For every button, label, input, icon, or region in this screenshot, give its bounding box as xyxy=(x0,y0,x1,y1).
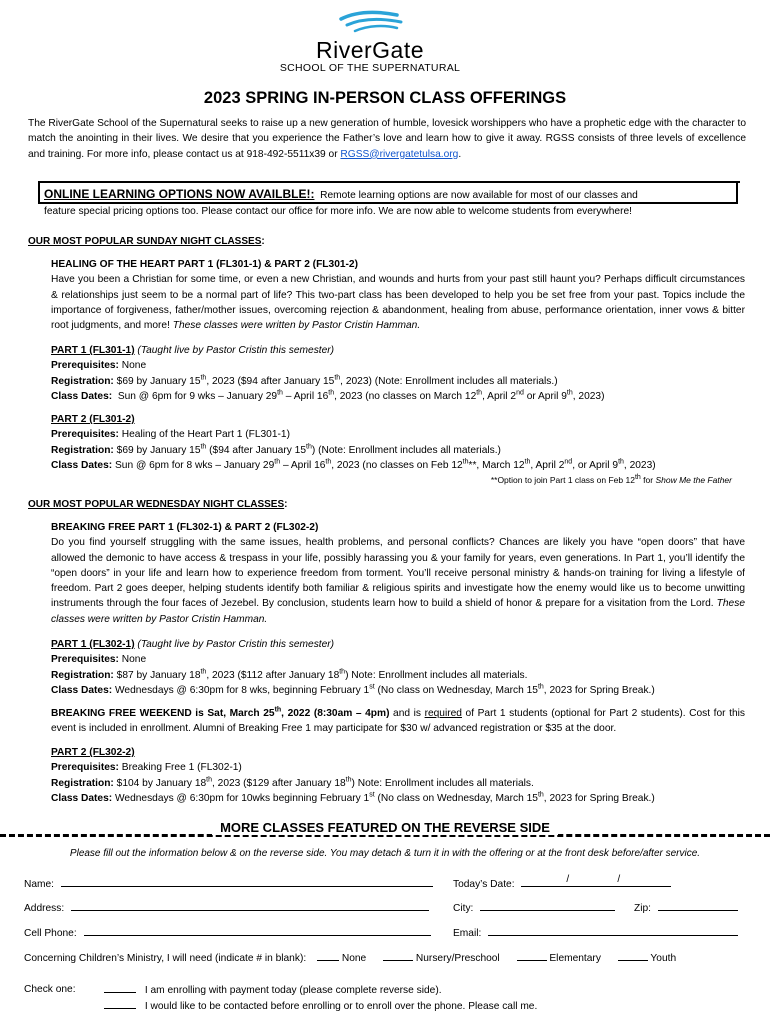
prereq-value: Breaking Free 1 (FL302-1) xyxy=(118,762,242,774)
form-option-1 xyxy=(104,982,442,998)
more-classes-banner xyxy=(0,818,770,838)
wednesday-heading-text: OUR MOST POPULAR WEDNESDAY NIGHT CLASSES xyxy=(28,499,285,510)
wednesday-part2-dates xyxy=(51,791,745,806)
online-text-1: Remote learning options are now available for most of our classes and xyxy=(320,190,638,201)
wednesday-heading xyxy=(28,497,287,512)
registration-value: $87 by January 18th, 2023 ($112 after January 18th) Note: Enrollment includes all materials. xyxy=(113,668,528,681)
wednesday-course-description xyxy=(51,535,745,627)
online-learning-box xyxy=(38,181,740,220)
registration-label: Registration: xyxy=(51,669,114,681)
cell-label: Cell Phone: xyxy=(24,928,77,939)
name-label: Name: xyxy=(24,879,55,890)
form-row-date xyxy=(453,873,671,892)
cell-phone-field[interactable] xyxy=(84,925,431,936)
class-dates-label: Class Dates: xyxy=(51,684,113,696)
form-instructions: Please fill out the information below & on the reverse side. You may detach & turn it in with the offering or at the front desk before/after service. xyxy=(69,848,701,859)
intro-end: . xyxy=(458,148,462,160)
page-title: 2023 SPRING IN-PERSON CLASS OFFERINGS xyxy=(203,89,567,107)
form-row-email xyxy=(453,925,738,941)
weekend-required: required xyxy=(424,708,462,719)
prereq-label: Prerequisites: xyxy=(51,360,119,372)
sunday-description-author: These classes were written by Pastor Cristin Hamman. xyxy=(172,320,421,332)
date-field[interactable]: / / xyxy=(521,876,671,887)
contact-email-link[interactable]: RGSS@rivergatetulsa.org xyxy=(340,148,459,160)
zip-label: Zip: xyxy=(634,903,651,914)
sunday-part2-prereq xyxy=(51,427,745,442)
wednesday-description-text: Do you find yourself struggling with the same issues, health problems, and personal conflicts? Chances are likely you have “open doors” that have allowed the demonic to have access & trespass in your life, possibly harassing you & your family for years, even generations. In Part 1, you’ll identify the “open doors” in your life and learn how to experience freedom from torment. You’ll receive personal ministry & hands-on training for living a lifestyle of freedom. Part 2 goes deeper, helping students identify both familiar & religious spirits and investigate how the enemy would like us to become unwitting instruments through the four faces of Jezebel. By conclusion, students learn how to build a shield of honor & prepare for a visitation from the Lord. xyxy=(51,537,745,610)
wednesday-heading-colon: : xyxy=(284,499,288,510)
weekend-bold: BREAKING FREE WEEKEND is Sat, March 25th, 2022 (8:30am – 4pm) xyxy=(51,706,390,719)
intro-text: The RiverGate School of the Supernatural seeks to raise up a new generation of humble, lovesick worshippers who have a prophetic edge with the character to match the anointing in their lives. We desire that you experience the Father’s love and learn how to give it away. RGSS consists of three levels of excellence and training. For more info, please contact us at 918-492-5511x39 or xyxy=(28,118,746,160)
sunday-part1-block xyxy=(51,343,745,404)
sunday-course-block xyxy=(51,257,745,333)
class-dates-label: Class Dates: xyxy=(51,390,113,402)
option-2-label: I would like to be contacted before enrolling or to enroll over the phone. Please call me. xyxy=(144,1001,538,1012)
children-none-blank[interactable] xyxy=(317,950,339,961)
wednesday-part1-prereq xyxy=(51,652,745,667)
prereq-label: Prerequisites: xyxy=(51,429,119,441)
city-field[interactable] xyxy=(480,900,615,911)
name-field[interactable] xyxy=(61,876,433,887)
wednesday-part1-heading xyxy=(51,637,745,652)
children-elementary-label: Elementary xyxy=(549,953,601,964)
breaking-free-weekend xyxy=(51,706,745,737)
option-1-blank[interactable] xyxy=(104,982,136,993)
online-heading: ONLINE LEARNING OPTIONS NOW AVAILBLE!: xyxy=(44,187,315,201)
sunday-course-title: HEALING OF THE HEART PART 1 (FL301-1) & PART 2 (FL301-2) xyxy=(51,259,358,270)
address-field[interactable] xyxy=(71,900,429,911)
note-text: **Option to join Part 1 class on Feb 12th for xyxy=(490,474,656,485)
prereq-value: None xyxy=(118,654,147,666)
zip-field[interactable] xyxy=(658,900,738,911)
sunday-part1-taught: (Taught live by Pastor Cristin this semester) xyxy=(134,345,335,356)
sunday-part1-dates xyxy=(51,389,745,404)
sunday-part2-label: PART 2 (FL301-2) xyxy=(51,414,135,425)
email-field[interactable] xyxy=(488,925,738,936)
form-row-cell xyxy=(24,925,431,941)
children-label: Concerning Children’s Ministry, I will need (indicate # in blank): xyxy=(24,953,307,964)
prereq-label: Prerequisites: xyxy=(51,762,119,774)
class-dates-value: Sun @ 6pm for 8 wks – January 29th – April 16th, 2023 (no classes on Feb 12th**, March 12th, April 2nd, or April 9th, 2023) xyxy=(112,458,656,471)
wednesday-part2-prereq xyxy=(51,760,745,775)
wednesday-part2-label: PART 2 (FL302-2) xyxy=(51,747,135,758)
registration-label: Registration: xyxy=(51,444,114,456)
sunday-part1-label: PART 1 (FL301-1) xyxy=(51,345,135,356)
prereq-label: Prerequisites: xyxy=(51,654,119,666)
weekend-text xyxy=(51,706,745,737)
children-nursery-label: Nursery/Preschool xyxy=(415,953,500,964)
sunday-part1-registration xyxy=(51,374,745,389)
children-youth-blank[interactable] xyxy=(618,950,648,961)
wednesday-course-title: BREAKING FREE PART 1 (FL302-1) & PART 2 (FL302-2) xyxy=(51,522,319,533)
email-label: Email: xyxy=(453,928,482,939)
wednesday-description-author: These classes were written by Pastor Cristin Hamman. xyxy=(51,598,745,625)
form-row-zip xyxy=(634,900,738,916)
weekend-mid: and is xyxy=(389,708,425,719)
children-nursery-blank[interactable] xyxy=(383,950,413,961)
sunday-course-description xyxy=(51,272,745,333)
sunday-part2-block xyxy=(51,412,745,473)
class-dates-value: Wednesdays @ 6:30pm for 8 wks, beginning February 1st (No class on Wednesday, March 15th, 2023 for Spring Break.) xyxy=(112,683,655,696)
form-row-city xyxy=(453,900,615,916)
city-label: City: xyxy=(453,903,474,914)
sunday-part1-prereq xyxy=(51,358,745,373)
wednesday-part1-dates xyxy=(51,683,745,698)
children-elementary-blank[interactable] xyxy=(517,950,547,961)
check-one-label: Check one: xyxy=(24,984,76,995)
class-dates-label: Class Dates: xyxy=(51,459,113,471)
wednesday-part2-block xyxy=(51,745,745,806)
wave-icon xyxy=(335,10,405,36)
children-youth-label: Youth xyxy=(650,953,677,964)
online-box-frame xyxy=(38,183,738,204)
registration-value: $69 by January 15th, 2023 ($94 after January 15th, 2023) (Note: Enrollment includes all materials.) xyxy=(113,374,558,387)
wednesday-course-block xyxy=(51,520,745,627)
wednesday-part2-registration xyxy=(51,776,745,791)
children-none-label: None xyxy=(341,953,367,964)
address-label: Address: xyxy=(24,903,65,914)
sunday-part1-heading xyxy=(51,343,745,358)
wednesday-part1-registration xyxy=(51,668,745,683)
form-option-2 xyxy=(104,998,537,1014)
wednesday-part1-block xyxy=(51,637,745,698)
sunday-heading xyxy=(28,234,265,249)
registration-label: Registration: xyxy=(51,375,114,387)
intro-paragraph xyxy=(28,116,746,162)
form-row-address xyxy=(24,900,429,916)
wednesday-part1-taught: (Taught live by Pastor Cristin this semester) xyxy=(134,639,335,650)
class-dates-value: Sun @ 6pm for 9 wks – January 29th – April 16th, 2023 (no classes on March 12th, April 2nd or April 9th, 2023) xyxy=(112,389,605,402)
option-2-blank[interactable] xyxy=(104,998,136,1009)
wednesday-part1-label: PART 1 (FL302-1) xyxy=(51,639,135,650)
logo-subtitle: SCHOOL OF THE SUPERNATURAL xyxy=(279,62,461,74)
online-text-2: feature special pricing options too. Please contact our office for more info. We are now able to welcome students from everywhere! xyxy=(44,206,632,218)
form-row-check xyxy=(24,982,76,997)
class-dates-label: Class Dates: xyxy=(51,792,113,804)
prereq-value: Healing of the Heart Part 1 (FL301-1) xyxy=(118,429,290,441)
registration-value: $69 by January 15th ($94 after January 15th) (Note: Enrollment includes all materials.) xyxy=(113,443,501,456)
form-row-name xyxy=(24,876,433,892)
note-class-name: Show Me the Father xyxy=(655,475,732,485)
rivergate-logo xyxy=(270,10,470,82)
more-classes-text: MORE CLASSES FEATURED ON THE REVERSE SIDE xyxy=(212,820,558,835)
registration-label: Registration: xyxy=(51,777,114,789)
prereq-value: None xyxy=(118,360,147,372)
date-label: Today’s Date: xyxy=(453,879,515,890)
registration-value: $104 by January 18th, 2023 ($129 after January 18th) Note: Enrollment includes all materials. xyxy=(113,776,534,789)
sunday-heading-colon: : xyxy=(261,236,265,247)
sunday-description-text: Have you been a Christian for some time, or even a new Christian, and wounds and hurts from your past still haunt you? Perhaps difficult circumstances & relationships just seem to be a normal part of life? This two-part class has been developed to help you be set free from your past. Topics include the importance of forgiveness, father/mother issues, overcoming rejection & abandonment, healing from abuse, performance orientation, inner vows & bitter root judgments, and more! xyxy=(51,274,745,332)
class-dates-value: Wednesdays @ 6:30pm for 10wks beginning February 1st (No class on Wednesday, March 15th, 2023 for Spring Break.) xyxy=(112,791,655,804)
logo-name: RiverGate xyxy=(315,37,425,63)
sunday-part2-dates xyxy=(51,458,745,473)
sunday-part2-registration xyxy=(51,443,745,458)
sunday-part2-note xyxy=(491,474,732,487)
weekend-rest: of Part 1 students (optional for Part 2 students). Cost for this event is included in enrollment. Alumni of Breaking Free 1 may participate for $30 w/ advanced registration or $35 at the door. xyxy=(51,708,745,735)
sunday-heading-text: OUR MOST POPULAR SUNDAY NIGHT CLASSES xyxy=(28,236,262,247)
option-1-label: I am enrolling with payment today (please complete reverse side). xyxy=(144,985,442,996)
form-row-children xyxy=(24,950,676,966)
